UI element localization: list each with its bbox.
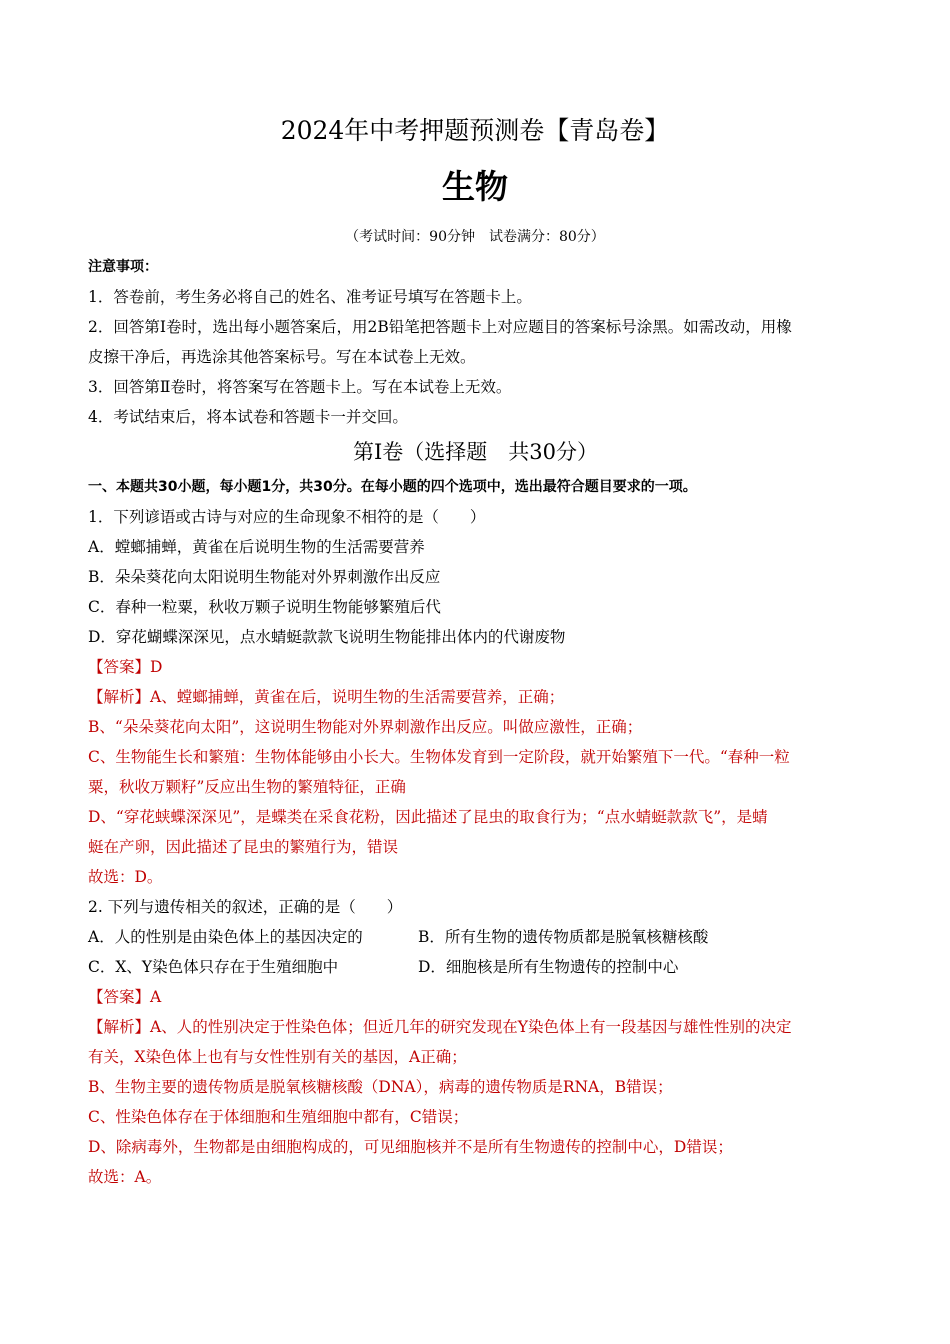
question-stem: 2. 下列与遗传相关的叙述，正确的是（ ）	[88, 898, 403, 916]
answer-tag: 【答案】	[88, 988, 151, 1006]
analysis-line: B、“朵朵葵花向太阳”，这说明生物能对外界刺激作出反应。叫做应激性，正确；	[88, 718, 643, 736]
question-stem: 1．下列谚语或古诗与对应的生命现象不相符的是（ ）	[88, 508, 486, 526]
analysis-line	[88, 1012, 863, 1042]
notice-item: 2．回答第Ⅰ卷时，选出每小题答案后，用2B铅笔把答题卡上对应题目的答案标号涂黑。如需改动，用橡	[88, 318, 792, 336]
question-option: C．春种一粒粟，秋收万颗子说明生物能够繁殖后代	[88, 598, 441, 616]
analysis-line: C、生物能生长和繁殖：生物体能够由小长大。生物体发育到一定阶段，就开始繁殖下一代。“春种一粒	[88, 748, 790, 766]
notice-item: 3．回答第Ⅱ卷时，将答案写在答题卡上。写在本试卷上无效。	[88, 378, 512, 396]
analysis-tag: 【解析】	[88, 1018, 151, 1036]
analysis-line: 故选：D。	[88, 868, 163, 886]
question-option: A．人的性别是由染色体上的基因决定的	[88, 928, 363, 946]
answer-tag: 【答案】	[88, 658, 151, 676]
question-option: D．细胞核是所有生物遗传的控制中心	[418, 958, 679, 976]
notice-item: 4．考试结束后，将本试卷和答题卡一并交回。	[88, 408, 408, 426]
section-intro: 一、本题共30小题，每小题1分，共30分。在每小题的四个选项中，选出最符合题目要求的一项。	[88, 479, 697, 495]
option-row	[88, 922, 863, 952]
question-option: C．X、Y染色体只存在于生殖细胞中	[88, 958, 339, 976]
analysis-text: A、人的性别决定于性染色体；但近几年的研究发现在Y染色体上有一段基因与雄性性别的决定	[150, 1018, 792, 1036]
answer-line	[88, 982, 863, 1012]
analysis-line: 蜓在产卵，因此描述了昆虫的繁殖行为，错误	[88, 838, 399, 856]
analysis-text: A、螳螂捕蝉，黄雀在后，说明生物的生活需要营养，正确；	[150, 688, 565, 706]
subject-title: 生物	[442, 167, 508, 206]
question-option: B．朵朵葵花向太阳说明生物能对外界刺激作出反应	[88, 568, 441, 586]
notice-title: 注意事项：	[88, 259, 158, 275]
analysis-line: 故选：A。	[88, 1168, 162, 1186]
question-option: A．螳螂捕蝉，黄雀在后说明生物的生活需要营养	[88, 538, 425, 556]
exam-info: （考试时间：90分钟 试卷满分：80分）	[345, 229, 605, 245]
notice-item: 1．答卷前，考生务必将自己的姓名、准考证号填写在答题卡上。	[88, 288, 532, 306]
exam-body	[88, 252, 863, 1192]
analysis-line: 有关，X染色体上也有与女性性别有关的基因，A正确；	[88, 1048, 467, 1066]
answer-value: D	[150, 658, 163, 676]
exam-title: 2024年中考押题预测卷【青岛卷】	[280, 116, 670, 145]
analysis-line: D、除病毒外，生物都是由细胞构成的，可见细胞核并不是所有生物遗传的控制中心，D错误；	[88, 1138, 733, 1156]
analysis-line	[88, 682, 863, 712]
question-option: D．穿花蝴蝶深深见，点水蜻蜓款款飞说明生物能排出体内的代谢废物	[88, 628, 566, 646]
analysis-line: 粟，秋收万颗籽”反应出生物的繁殖特征，正确	[88, 778, 406, 796]
answer-line	[88, 652, 863, 682]
question-option: B．所有生物的遗传物质都是脱氧核糖核酸	[418, 928, 709, 946]
section-title: 第Ⅰ卷（选择题 共30分）	[352, 440, 599, 464]
answer-value: A	[150, 988, 162, 1006]
option-row	[88, 952, 863, 982]
analysis-line: D、“穿花蛱蝶深深见”，是蝶类在采食花粉，因此描述了昆虫的取食行为；“点水蜻蜓款款飞”，是蜻	[88, 808, 768, 826]
notice-item: 皮擦干净后，再选涂其他答案标号。写在本试卷上无效。	[88, 348, 476, 366]
analysis-line: C、性染色体存在于体细胞和生殖细胞中都有，C错误；	[88, 1108, 469, 1126]
analysis-line: B、生物主要的遗传物质是脱氧核糖核酸（DNA），病毒的遗传物质是RNA，B错误；	[88, 1078, 673, 1096]
analysis-tag: 【解析】	[88, 688, 151, 706]
